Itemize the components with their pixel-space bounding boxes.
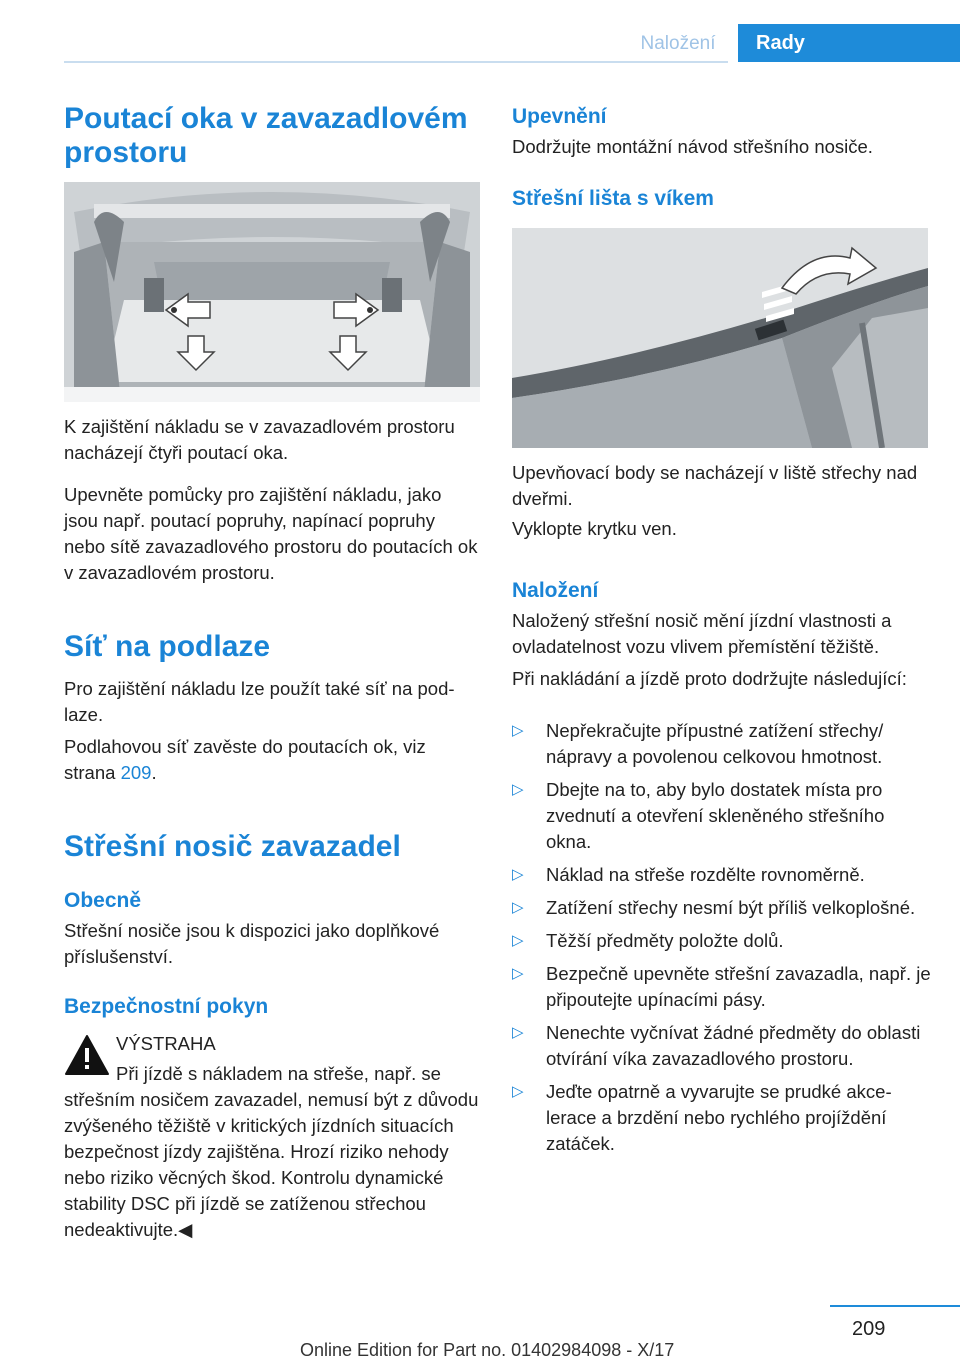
bullet-marker-icon: ▷ (512, 1083, 524, 1100)
mounting-paragraph: Dodržujte montážní návod střešního nosiče. (512, 136, 873, 157)
tab-nalozeni[interactable]: Naložení (640, 33, 716, 54)
bullet-marker-icon: ▷ (512, 722, 524, 739)
warning-triangle-icon (64, 1034, 110, 1076)
subsection-title-loading: Naložení (512, 579, 599, 602)
tab-rady-label: Rady (756, 32, 805, 54)
bullet-marker-icon: ▷ (512, 1024, 524, 1041)
edition-footer: Online Edition for Part no. 01402984098 - X/17 (300, 1340, 675, 1360)
list-item: ▷ Těžší předměty položte dolů. (512, 928, 932, 954)
roof-rail-illustration (512, 228, 928, 448)
footer-rule (830, 1305, 960, 1307)
tie-down-paragraph-2: Upevněte pomůcky pro zajištění nákladu, jako jsou např. poutací popruhy, napínací popruhy nebo sítě zavazadlového prostoru do poutacích ok v zavazadlovém prostoru. (64, 484, 478, 583)
tie-down-paragraph-1: K zajištění nákladu se v zavazadlovém prostoru nacházejí čtyři poutací oka. (64, 416, 455, 463)
list-item: ▷ Zatížení střechy nesmí být příliš velkoplošné. (512, 895, 932, 921)
loading-paragraph-2: Při nakládání a jízdě proto dodržujte následující: (512, 668, 907, 689)
subsection-title-safety: Bezpečnostní pokyn (64, 995, 269, 1018)
bullet-marker-icon: ▷ (512, 899, 524, 916)
warning-label: VÝSTRAHA (116, 1033, 216, 1054)
list-item: ▷ Jeďte opatrně a vyvarujte se prudké akcelerace a brzdění nebo rychlého projíždění zatáček. (512, 1081, 892, 1154)
bullet-marker-icon: ▷ (512, 781, 524, 798)
bullet-marker-icon: ▷ (512, 932, 524, 949)
warning-text: střešním nosičem zavazadel, nemusí být z důvodu zvýšeného těžiště v kritických jízdních situacích bezpečnost jízdy zajištěna. Hrozí riziko nehody nebo riziko věcných škod. Kontrolu dynamické stability DSC při jízdě se zatíženou střechou nedeaktivujte.◀ (64, 1089, 479, 1240)
section-title-floor-net: Síť na podlaze (64, 630, 271, 663)
list-item: ▷ Dbejte na to, aby bylo dostatek místa pro zvednutí a otevření skleněného střešního okna. (512, 779, 885, 852)
bullet-marker-icon: ▷ (512, 866, 524, 883)
floor-net-paragraph-1: Pro zajištění nákladu lze použít také síť na podlaze. (64, 678, 455, 725)
subsection-title-mounting: Upevnění (512, 105, 607, 128)
floor-net-paragraph-2: Podlahovou síť zavěste do poutacích ok, viz strana 209. (64, 736, 426, 783)
trunk-illustration (64, 182, 480, 402)
tab-rady[interactable] (738, 24, 960, 62)
list-item: ▷ Nenechte vyčnívat žádné předměty do oblasti otvírání víka zavazadlového prostoru. (512, 1022, 921, 1069)
page-number: 209 (852, 1318, 886, 1340)
loading-bullet-list (512, 718, 932, 1164)
roof-rail-paragraph-1: Upevňovací body se nacházejí v liště střechy nad dveřmi. (512, 462, 918, 509)
bullet-marker-icon: ▷ (512, 965, 524, 982)
section-title-tie-down-eyes: Poutací oka v zavazadlovém prostoru (64, 102, 468, 169)
general-paragraph: Střešní nosiče jsou k dispozici jako doplňkové příslušenství. (64, 920, 440, 967)
roof-rail-paragraph-2: Vyklopte krytku ven. (512, 518, 677, 539)
list-item: ▷ Bezpečně upevněte střešní zavazadla, např. je připoutejte upínacími pásy. (512, 963, 931, 1010)
list-item: ▷ Nepřekračujte přípustné zatížení střechy/ nápravy a povolenou celkovou hmotnost. (512, 720, 884, 767)
loading-paragraph-1: Naložený střešní nosič mění jízdní vlastnosti a ovladatelnost vozu vlivem přemístění těžiště. (512, 610, 892, 657)
section-title-roof-rack: Střešní nosič zavazadel (64, 830, 401, 863)
subsection-title-roof-rail: Střešní lišta s víkem (512, 187, 714, 210)
list-item: ▷ Náklad na střeše rozdělte rovnoměrně. (512, 862, 932, 888)
warning-text-first-line: Při jízdě s nákladem na střeše, např. se (116, 1063, 441, 1084)
page-link-209[interactable]: 209 (120, 762, 152, 783)
subsection-title-general: Obecně (64, 889, 142, 912)
